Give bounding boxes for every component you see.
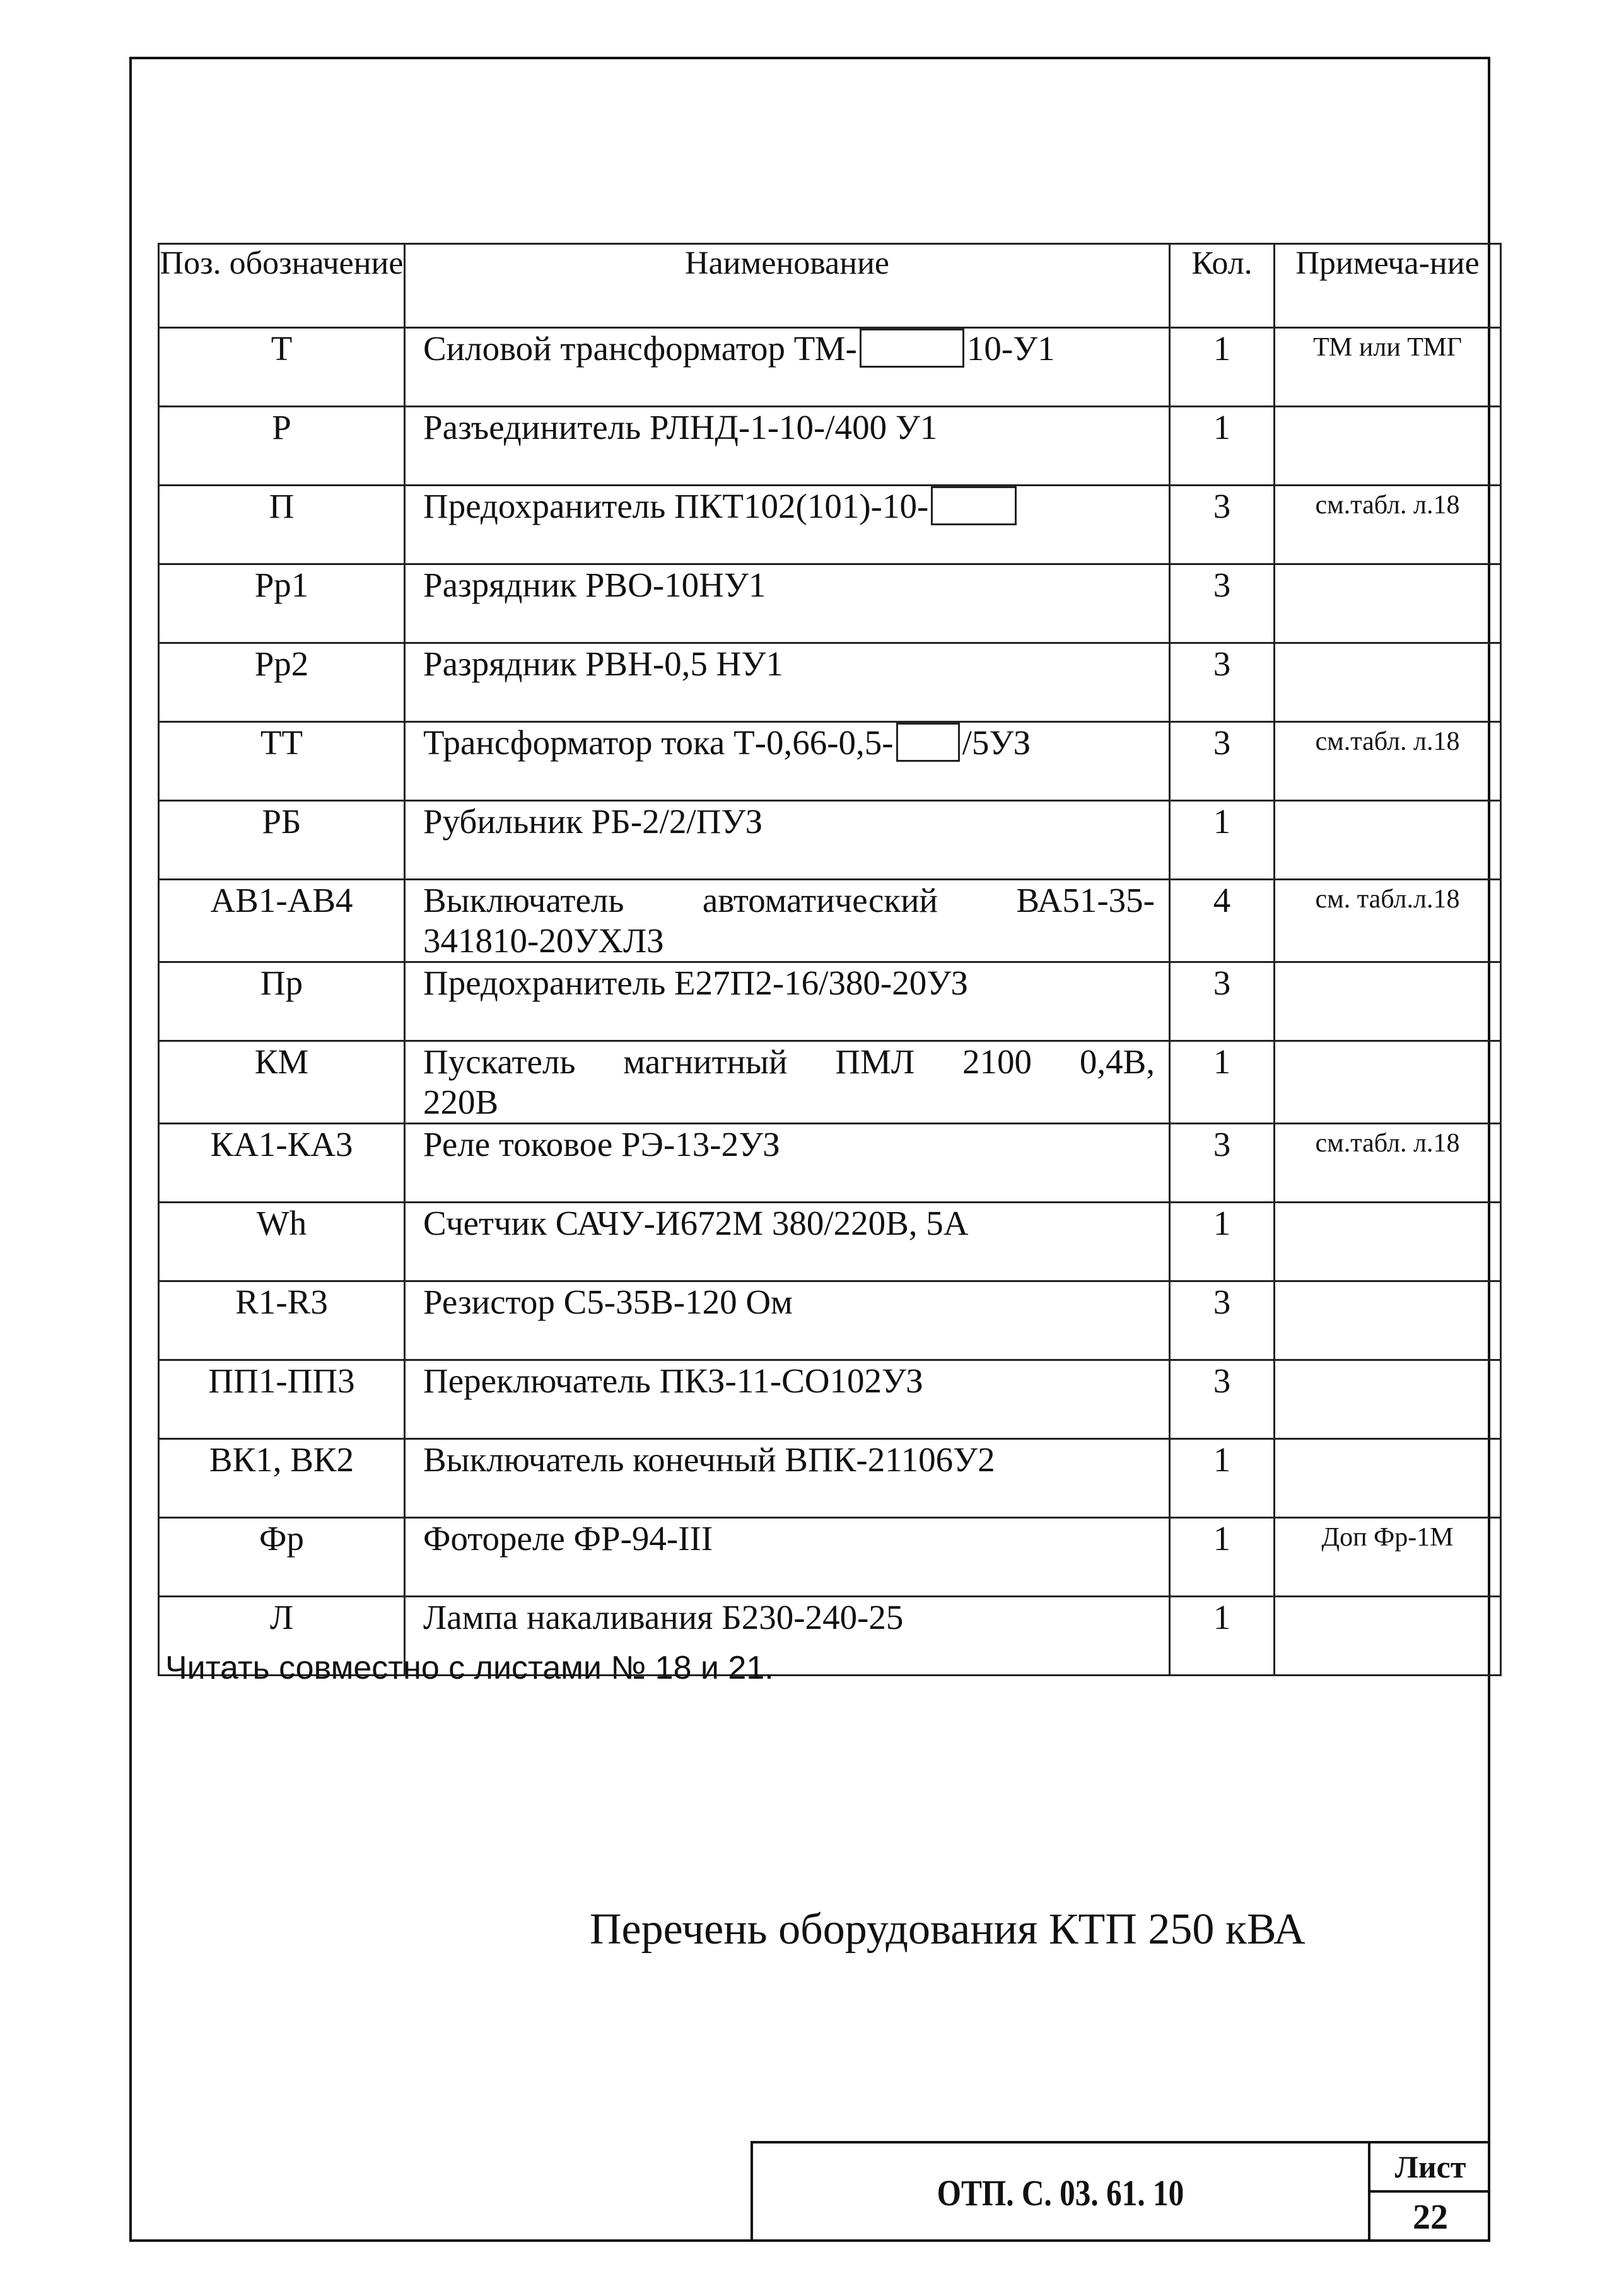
row-position: П <box>159 486 405 564</box>
row-quantity: 3 <box>1170 564 1275 643</box>
sheet-number: 22 <box>1413 2198 1448 2237</box>
table-row <box>159 1518 1501 1597</box>
row-note: см.табл. л.18 <box>1275 486 1501 564</box>
row-quantity: 3 <box>1170 486 1275 564</box>
row-name: Переключатель ПКЗ-11-СО102УЗ <box>405 1360 1170 1439</box>
row-name: Разрядник РВН-0,5 НУ1 <box>405 643 1170 722</box>
sheet-cell <box>1368 2143 1490 2242</box>
blank-value-box <box>896 723 960 762</box>
table-row <box>159 1203 1501 1281</box>
row-name-line1: Пускатель магнитный ПМЛ 2100 0,4В, <box>423 1042 1155 1081</box>
row-name <box>405 1041 1170 1124</box>
row-quantity: 1 <box>1170 1439 1275 1518</box>
document-code: ОТП. С. 03. 61. 10 <box>937 2172 1184 2213</box>
row-note <box>1275 643 1501 722</box>
table-row <box>159 1360 1501 1439</box>
header-name: Наименование <box>405 244 1170 328</box>
row-name: Резистор С5-35В-120 Ом <box>405 1281 1170 1360</box>
table-header-row <box>159 244 1501 328</box>
row-name <box>405 328 1170 407</box>
row-position: АВ1-АВ4 <box>159 880 405 962</box>
row-quantity: 3 <box>1170 1281 1275 1360</box>
row-position: Л <box>159 1597 405 1676</box>
row-name-line1: Выключатель автоматический ВА51-35- <box>423 881 1155 919</box>
equipment-table <box>158 243 1502 1676</box>
row-quantity: 3 <box>1170 643 1275 722</box>
table-row <box>159 564 1501 643</box>
row-note <box>1275 1360 1501 1439</box>
header-note: Примеча-ние <box>1275 244 1501 328</box>
row-name <box>405 486 1170 564</box>
document-title: Перечень оборудования КТП 250 кВА <box>590 1905 1306 1954</box>
table-body <box>159 328 1501 1676</box>
row-name: Выключатель конечный ВПК-21106У2 <box>405 1439 1170 1518</box>
row-position: ТТ <box>159 722 405 801</box>
row-name: Рубильник РБ-2/2/ПУЗ <box>405 801 1170 880</box>
row-name-line2: 220В <box>423 1083 499 1121</box>
table-row <box>159 801 1501 880</box>
title-block <box>751 2141 1490 2242</box>
row-name-part1: Силовой трансформатор ТМ- <box>423 329 857 368</box>
table-row <box>159 486 1501 564</box>
row-name-line2: 341810-20УХЛЗ <box>423 921 664 960</box>
row-quantity: 3 <box>1170 722 1275 801</box>
row-position: Т <box>159 328 405 407</box>
table-row <box>159 407 1501 486</box>
row-name <box>405 880 1170 962</box>
row-quantity: 3 <box>1170 962 1275 1041</box>
row-name: Разъединитель РЛНД-1-10-/400 У1 <box>405 407 1170 486</box>
row-note <box>1275 1281 1501 1360</box>
row-position: Wh <box>159 1203 405 1281</box>
row-name-part2: 10-У1 <box>966 329 1055 368</box>
row-note: см. табл.л.18 <box>1275 880 1501 962</box>
row-quantity: 1 <box>1170 1518 1275 1597</box>
table-row <box>159 1439 1501 1518</box>
row-position: ВК1, ВК2 <box>159 1439 405 1518</box>
row-quantity: 1 <box>1170 407 1275 486</box>
row-position: Рр2 <box>159 643 405 722</box>
row-note: см.табл. л.18 <box>1275 1124 1501 1203</box>
row-quantity: 3 <box>1170 1360 1275 1439</box>
row-quantity: 1 <box>1170 801 1275 880</box>
row-name <box>405 722 1170 801</box>
header-qty: Кол. <box>1170 244 1275 328</box>
footnote: Читать совместно с листами № 18 и 21. <box>165 1650 774 1686</box>
row-name: Лампа накаливания Б230-240-25 <box>405 1597 1170 1676</box>
row-position: КМ <box>159 1041 405 1124</box>
table-row <box>159 1124 1501 1203</box>
row-name: Фотореле ФР-94-III <box>405 1518 1170 1597</box>
row-position: ПП1-ПП3 <box>159 1360 405 1439</box>
row-note: Доп Фр-1М <box>1275 1518 1501 1597</box>
row-position: Рр1 <box>159 564 405 643</box>
row-quantity: 1 <box>1170 1041 1275 1124</box>
table-row <box>159 643 1501 722</box>
row-note: см.табл. л.18 <box>1275 722 1501 801</box>
row-position: РБ <box>159 801 405 880</box>
blank-value-box <box>860 329 964 368</box>
row-position: R1-R3 <box>159 1281 405 1360</box>
table-row <box>159 722 1501 801</box>
row-note <box>1275 962 1501 1041</box>
row-quantity: 3 <box>1170 1124 1275 1203</box>
table-row <box>159 328 1501 407</box>
row-position: Р <box>159 407 405 486</box>
row-quantity: 4 <box>1170 880 1275 962</box>
row-note <box>1275 1597 1501 1676</box>
sheet-label: Лист <box>1370 2143 1490 2193</box>
row-note <box>1275 1203 1501 1281</box>
row-note <box>1275 1041 1501 1124</box>
row-name: Реле токовое РЭ-13-2УЗ <box>405 1124 1170 1203</box>
row-position: Фр <box>159 1518 405 1597</box>
table-row <box>159 1281 1501 1360</box>
row-quantity: 1 <box>1170 328 1275 407</box>
row-quantity: 1 <box>1170 1203 1275 1281</box>
row-name-part2: /5УЗ <box>962 723 1031 762</box>
row-position: КА1-КА3 <box>159 1124 405 1203</box>
row-position: Пр <box>159 962 405 1041</box>
blank-value-box <box>931 486 1017 525</box>
row-name: Предохранитель Е27П2-16/380-20УЗ <box>405 962 1170 1041</box>
row-name: Разрядник РВО-10НУ1 <box>405 564 1170 643</box>
row-note <box>1275 564 1501 643</box>
table-row <box>159 1041 1501 1124</box>
table-row <box>159 962 1501 1041</box>
row-quantity: 1 <box>1170 1597 1275 1676</box>
header-pos: Поз. обозначение <box>159 244 405 328</box>
table-row <box>159 880 1501 962</box>
row-note <box>1275 1439 1501 1518</box>
row-name-part1: Трансформатор тока Т-0,66-0,5- <box>423 723 894 762</box>
row-name-part1: Предохранитель ПКТ102(101)-10- <box>423 487 929 525</box>
row-note: ТМ или ТМГ <box>1275 328 1501 407</box>
row-note <box>1275 407 1501 486</box>
row-note <box>1275 801 1501 880</box>
row-name: Счетчик САЧУ-И672М 380/220В, 5А <box>405 1203 1170 1281</box>
